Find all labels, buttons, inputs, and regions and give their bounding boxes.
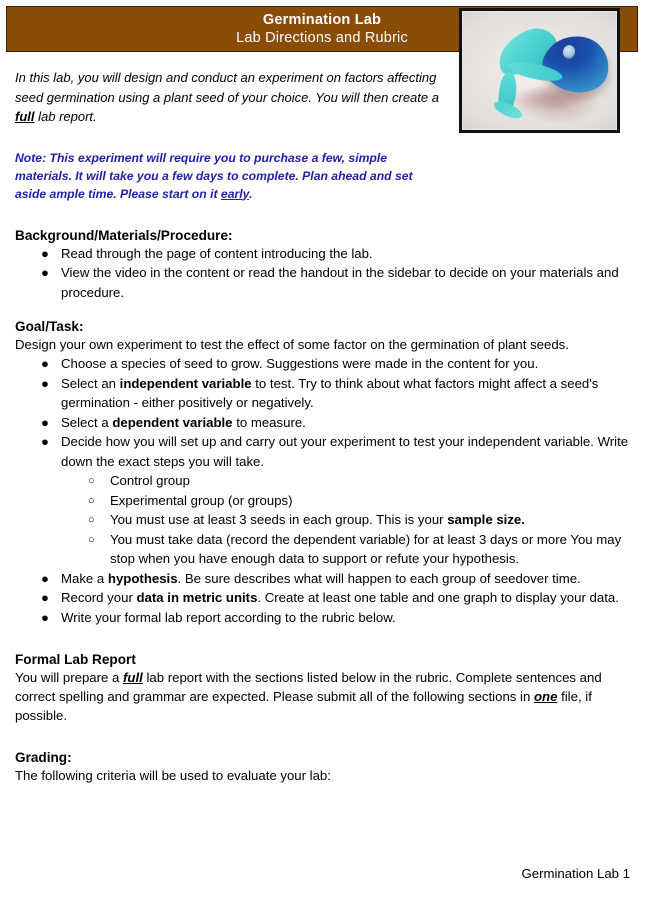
spacer-before-grading <box>0 725 647 749</box>
bullet-disc-icon: ● <box>41 414 49 430</box>
goal-bullet-2-post: to test. Try to think about what factors might affect a seed's germination - either positively or negatively. <box>61 375 599 410</box>
goal-bullet-6-post: . Create at least one table and one graph to display your data. <box>257 590 619 605</box>
heading-formal-lab-report: Formal Lab Report <box>15 652 136 667</box>
heading-background-materials-procedure: Background/Materials/Procedure: <box>15 227 233 243</box>
list-item <box>0 588 647 608</box>
bullet-disc-icon: ● <box>41 570 49 586</box>
goal-intro-paragraph: Design your own experiment to test the effect of some factor on the germination of plant seeds. <box>15 337 569 352</box>
footer-text: Germination Lab 1 <box>521 866 630 881</box>
note-text-part2: . <box>248 186 253 201</box>
goal-bullet-2-pre: Select an <box>61 375 120 391</box>
goal-sub-1-text: Control group <box>110 473 190 488</box>
goal-bullet-1-text: Choose a species of seed to grow. Suggestions were made in the content for you. <box>61 356 539 371</box>
bullet-circle-icon: ○ <box>88 475 95 487</box>
goal-bullet-3-post: to measure. <box>232 414 306 430</box>
bullet-disc-icon: ● <box>41 375 49 391</box>
document-subtitle: Lab Directions and Rubric <box>236 30 408 46</box>
spacer-before-goal <box>0 302 647 318</box>
note-text-part1: Note: This experiment will require you to purchase a few, simple materials. It will take you a few days to complete. Plan ahead and set aside ample time. Please start on it <box>15 150 413 201</box>
document-body <box>0 58 647 785</box>
list-item <box>0 432 647 569</box>
bullet-disc-icon: ● <box>41 245 49 261</box>
goal-sub-bullet-list <box>61 471 639 569</box>
list-item <box>61 471 639 491</box>
list-item <box>0 569 647 589</box>
goal-bullet-5-post: . Be sure describes what will happen to each group of seedover time. <box>177 570 581 586</box>
background-bullet-2-text: View the video in the content or read the handout in the sidebar to decide on your materials and procedure. <box>61 265 619 300</box>
formal-report-part1: You will prepare a <box>15 670 124 685</box>
list-item <box>61 491 639 511</box>
goal-bullet-3-pre: Select a <box>61 414 113 430</box>
list-item <box>0 354 647 374</box>
heading-goal-task: Goal/Task: <box>15 319 84 334</box>
note-paragraph <box>15 149 440 203</box>
bullet-disc-icon: ● <box>41 356 49 371</box>
goal-bullet-7-text: Write your formal lab report according to the rubric below. <box>61 609 396 625</box>
list-item <box>61 530 639 569</box>
list-item <box>0 374 647 413</box>
bullet-disc-icon: ● <box>41 265 49 280</box>
goal-sub-3-pre: You must use at least 3 seeds in each group. This is your <box>110 512 448 527</box>
intro-column <box>0 68 440 203</box>
document-title: Germination Lab <box>262 12 382 28</box>
bullet-disc-icon: ● <box>41 590 49 605</box>
heading-grading: Grading: <box>15 750 72 765</box>
goal-sub-4-text: You must take data (record the dependent variable) for at least 3 days or more You may stop when you have enough data to support or refute your hypothesis. <box>110 531 622 566</box>
formal-report-emphasis-one: one <box>533 689 558 704</box>
formal-report-paragraph <box>0 668 647 725</box>
goal-bullet-list <box>0 354 647 627</box>
list-item <box>0 413 647 433</box>
goal-bullet-4-text: Decide how you will set up and carry out your experiment to test your independent variable. Write down the exact steps you will take. <box>61 434 629 469</box>
background-bullet-1-text: Read through the page of content introducing the lab. <box>61 245 373 261</box>
grading-paragraph: The following criteria will be used to evaluate your lab: <box>15 768 331 783</box>
bullet-circle-icon: ○ <box>88 494 95 507</box>
formal-report-part2: lab report with the sections listed below in the rubric. Complete sentences and correct spelling and grammar are expected. Please submit all of the following sections in <box>15 670 602 704</box>
page-footer <box>0 866 647 881</box>
bullet-disc-icon: ● <box>41 434 49 449</box>
goal-bullet-2-bold: independent variable <box>119 375 252 391</box>
goal-sub-2-text: Experimental group (or groups) <box>110 492 293 508</box>
note-underline-early: early <box>220 186 249 201</box>
formal-report-emphasis-full: full <box>123 670 143 685</box>
intro-emphasis-full: full <box>15 109 35 124</box>
intro-text-part1: In this lab, you will design and conduct an experiment on factors affecting seed germination using a plant seed of your choice. You will then create a <box>15 70 439 105</box>
goal-sub-3-bold: sample size. <box>447 512 525 527</box>
bullet-circle-icon: ○ <box>88 533 95 546</box>
list-item <box>61 510 639 530</box>
list-item <box>0 263 647 302</box>
intro-text-part2: lab report. <box>34 109 97 124</box>
goal-bullet-5-bold: hypothesis <box>107 570 178 586</box>
goal-bullet-6-bold: data in metric units <box>136 590 258 605</box>
bullet-circle-icon: ○ <box>88 514 95 526</box>
bullet-disc-icon: ● <box>41 609 49 625</box>
background-bullet-list <box>0 244 647 303</box>
list-item <box>0 244 647 264</box>
spacer-after-note <box>0 203 647 227</box>
formal-report-part3: file, if possible. <box>15 689 592 723</box>
goal-bullet-3-bold: dependent variable <box>112 414 233 430</box>
list-item <box>0 608 647 628</box>
goal-bullet-6-pre: Record your <box>61 590 137 605</box>
spacer-before-formal-report <box>0 627 647 651</box>
intro-paragraph <box>15 68 440 127</box>
goal-bullet-5-pre: Make a <box>61 570 108 586</box>
